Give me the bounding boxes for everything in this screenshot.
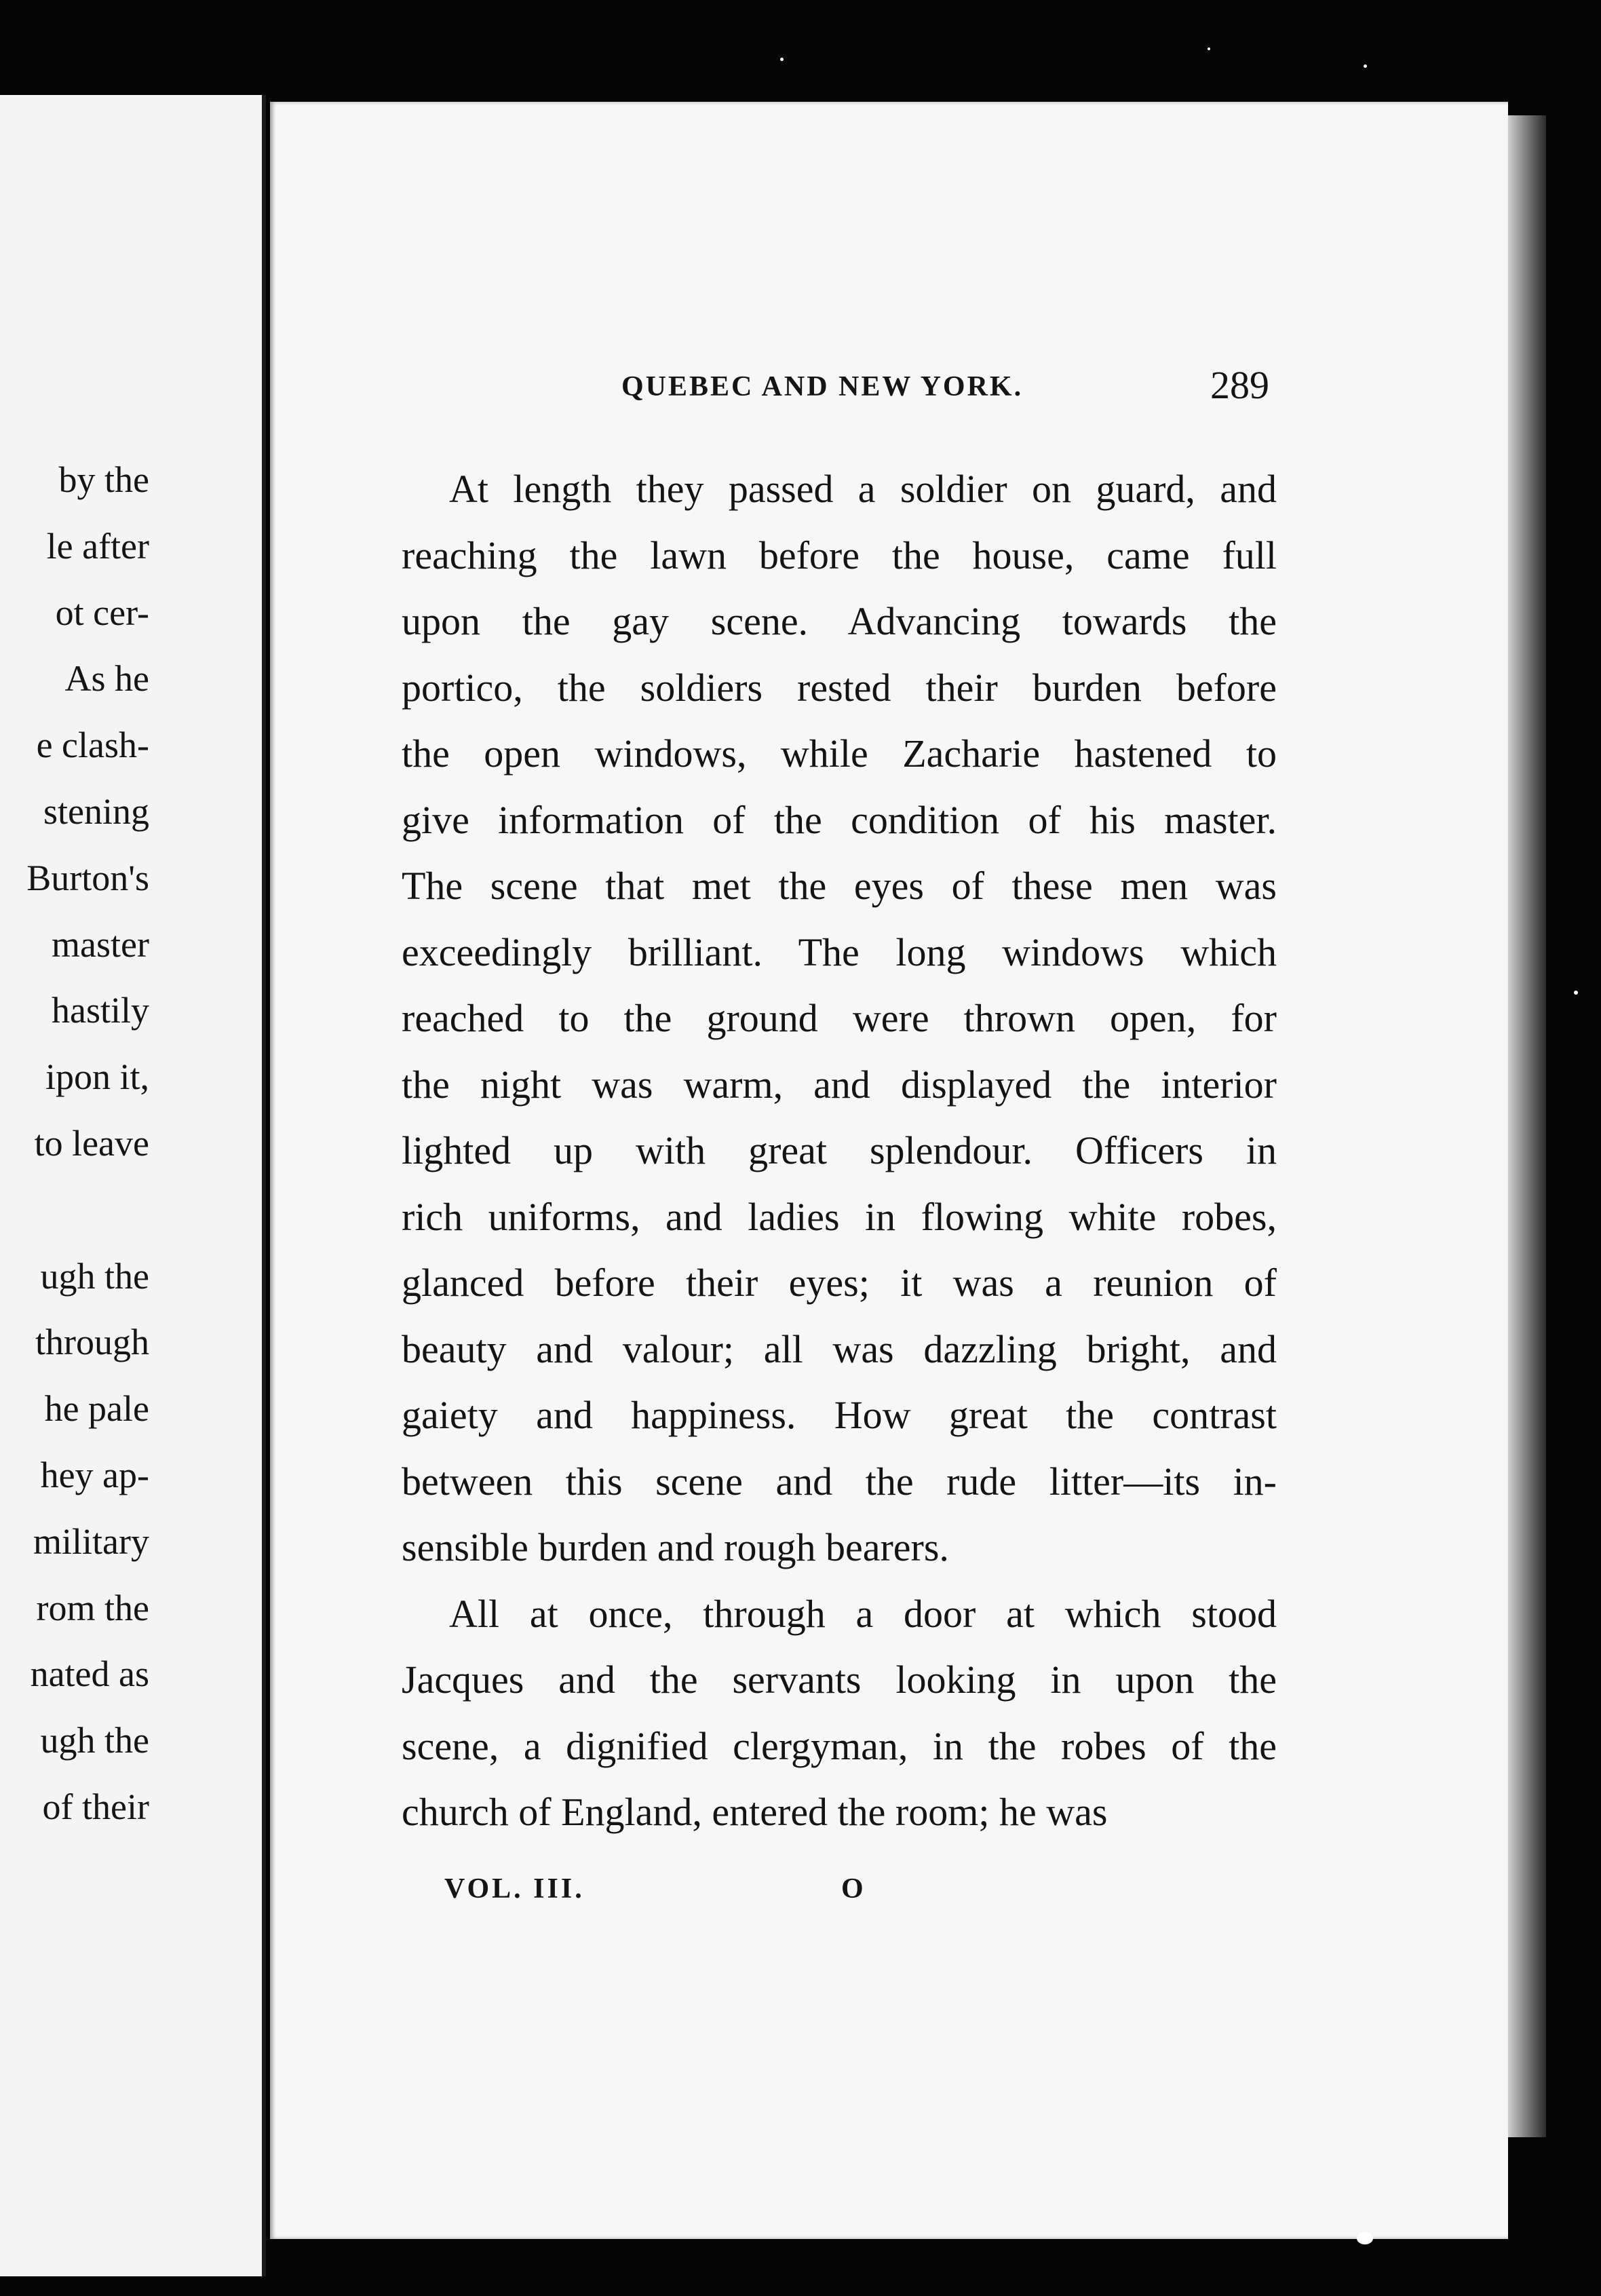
facing-page-line: As he bbox=[64, 658, 149, 700]
facing-page-line: military bbox=[33, 1520, 149, 1562]
text-line: exceedingly brilliant. The long windows which bbox=[402, 930, 1277, 974]
text-line: gaiety and happiness. How great the contrast bbox=[402, 1393, 1277, 1437]
text-line: glanced before their eyes; it was a reunion of bbox=[402, 1261, 1277, 1305]
facing-page-line: to leave bbox=[34, 1123, 149, 1164]
text-line: The scene that met the eyes of these men was bbox=[402, 864, 1277, 908]
running-head: QUEBEC AND NEW YORK. bbox=[621, 371, 1024, 402]
scan-speck bbox=[1357, 2232, 1373, 2244]
facing-page-text bbox=[0, 95, 149, 2276]
gutter-line bbox=[262, 95, 266, 2276]
text-line: beauty and valour; all was dazzling bright, and bbox=[402, 1326, 1277, 1371]
facing-page-line: master bbox=[52, 923, 149, 965]
page-number: 289 bbox=[1210, 363, 1269, 407]
facing-page-line: ipon it, bbox=[45, 1056, 149, 1098]
text-line: sensible burden and rough bearers. bbox=[402, 1525, 949, 1569]
text-line: between this scene and the rude litter—its in- bbox=[402, 1459, 1277, 1504]
text-line: the open windows, while Zacharie hastened to bbox=[402, 731, 1277, 776]
facing-page-line: e clash- bbox=[36, 725, 149, 766]
facing-page-line: he pale bbox=[44, 1388, 149, 1430]
scan-speck bbox=[1364, 64, 1367, 68]
scan-speck bbox=[1574, 991, 1578, 995]
text-line: give information of the condition of his master. bbox=[402, 797, 1277, 842]
body-text bbox=[402, 456, 1277, 1845]
facing-page-line: stening bbox=[43, 791, 149, 832]
scan-speck bbox=[1208, 47, 1210, 50]
text-line: Jacques and the servants looking in upon the bbox=[402, 1658, 1277, 1702]
facing-page-line: by the bbox=[58, 459, 149, 500]
facing-page-line: ugh the bbox=[40, 1720, 149, 1761]
facing-page-line: Burton's bbox=[26, 857, 149, 898]
text-line: upon the gay scene. Advancing towards the bbox=[402, 599, 1277, 643]
facing-page-line: through bbox=[35, 1322, 149, 1363]
text-line: lighted up with great splendour. Officers in bbox=[402, 1128, 1277, 1172]
text-line: All at once, through a door at which stood bbox=[449, 1591, 1277, 1636]
text-line: the night was warm, and displayed the interior bbox=[402, 1062, 1277, 1107]
gathering-signature: O bbox=[841, 1873, 864, 1905]
text-line: rich uniforms, and ladies in flowing white robes, bbox=[402, 1194, 1277, 1239]
facing-page-line: nated as bbox=[30, 1653, 149, 1695]
facing-page-line: ugh the bbox=[40, 1255, 149, 1297]
text-line: church of England, entered the room; he was bbox=[402, 1790, 1108, 1834]
facing-page-line: le after bbox=[46, 525, 149, 567]
page-edge bbox=[1508, 115, 1546, 2137]
facing-page-line: rom the bbox=[36, 1587, 149, 1628]
text-line: reached to the ground were thrown open, for bbox=[402, 996, 1277, 1040]
scan-speck bbox=[780, 58, 784, 61]
text-line: portico, the soldiers rested their burden before bbox=[402, 665, 1277, 710]
facing-page-line: of their bbox=[42, 1786, 149, 1827]
facing-page-line: hastily bbox=[52, 990, 149, 1031]
text-line: scene, a dignified clergyman, in the robes of the bbox=[402, 1723, 1277, 1768]
facing-page-line: hey ap- bbox=[40, 1455, 149, 1495]
facing-page-line: ot cer- bbox=[55, 592, 149, 633]
facing-page-left bbox=[0, 95, 266, 2276]
volume-signature: VOL. III. bbox=[444, 1873, 585, 1905]
text-line: At length they passed a soldier on guard, and bbox=[449, 467, 1277, 511]
text-line: reaching the lawn before the house, came full bbox=[402, 533, 1277, 577]
